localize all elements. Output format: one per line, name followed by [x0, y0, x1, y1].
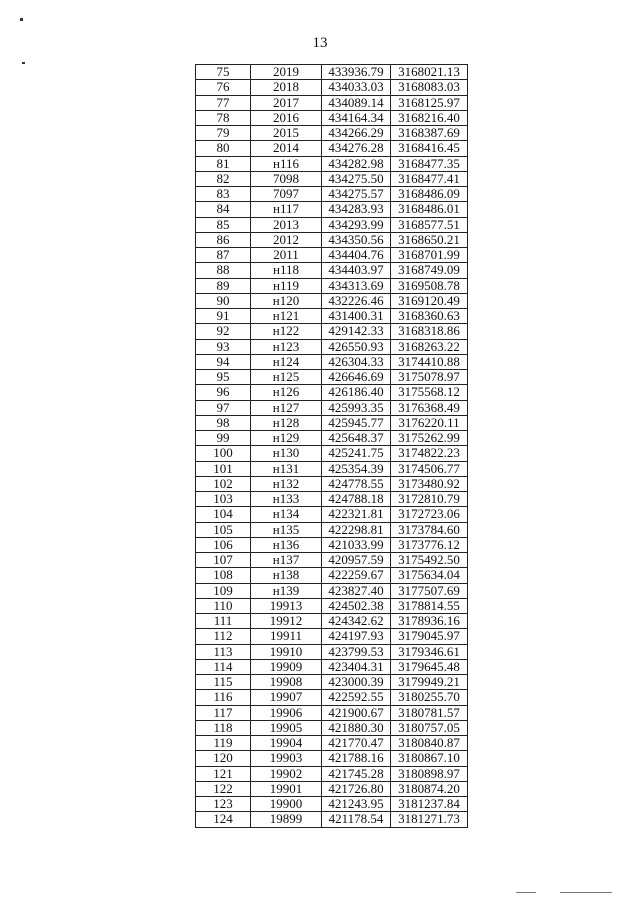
table-row: [196, 263, 468, 278]
x-coordinate-cell: 434164.34: [322, 110, 391, 125]
point-id-cell: 2014: [251, 141, 322, 156]
point-id-cell: 2012: [251, 232, 322, 247]
x-coordinate-cell: 434403.97: [322, 263, 391, 278]
point-id-cell: н129: [251, 431, 322, 446]
table-row: [196, 248, 468, 263]
x-coordinate-cell: 434266.29: [322, 126, 391, 141]
table-row: [196, 751, 468, 766]
point-number-cell: 118: [196, 720, 251, 735]
table-row: [196, 507, 468, 522]
x-coordinate-cell: 421178.54: [322, 812, 391, 827]
table-row: [196, 568, 468, 583]
scan-mark: [20, 18, 23, 21]
table-row: [196, 553, 468, 568]
point-id-cell: н134: [251, 507, 322, 522]
y-coordinate-cell: 3168021.13: [391, 65, 468, 80]
table-row: [196, 659, 468, 674]
y-coordinate-cell: 3168650.21: [391, 232, 468, 247]
point-id-cell: н125: [251, 370, 322, 385]
point-id-cell: н135: [251, 522, 322, 537]
y-coordinate-cell: 3178814.55: [391, 598, 468, 613]
table-row: [196, 187, 468, 202]
point-id-cell: 7097: [251, 187, 322, 202]
table-row: [196, 583, 468, 598]
x-coordinate-cell: 425945.77: [322, 415, 391, 430]
point-id-cell: 19904: [251, 736, 322, 751]
y-coordinate-cell: 3175634.04: [391, 568, 468, 583]
point-id-cell: 2016: [251, 110, 322, 125]
x-coordinate-cell: 421900.67: [322, 705, 391, 720]
point-number-cell: 76: [196, 80, 251, 95]
table-row: [196, 354, 468, 369]
point-number-cell: 92: [196, 324, 251, 339]
table-row: [196, 446, 468, 461]
table-row: [196, 736, 468, 751]
point-number-cell: 113: [196, 644, 251, 659]
x-coordinate-cell: 434276.28: [322, 141, 391, 156]
y-coordinate-cell: 3168577.51: [391, 217, 468, 232]
y-coordinate-cell: 3180781.57: [391, 705, 468, 720]
point-number-cell: 116: [196, 690, 251, 705]
point-id-cell: 2019: [251, 65, 322, 80]
x-coordinate-cell: 426186.40: [322, 385, 391, 400]
table-row: [196, 812, 468, 827]
x-coordinate-cell: 422259.67: [322, 568, 391, 583]
point-id-cell: н118: [251, 263, 322, 278]
point-id-cell: 2011: [251, 248, 322, 263]
y-coordinate-cell: 3180874.20: [391, 781, 468, 796]
table-row: [196, 324, 468, 339]
point-number-cell: 117: [196, 705, 251, 720]
point-number-cell: 81: [196, 156, 251, 171]
x-coordinate-cell: 426304.33: [322, 354, 391, 369]
point-number-cell: 114: [196, 659, 251, 674]
point-id-cell: 19902: [251, 766, 322, 781]
point-number-cell: 119: [196, 736, 251, 751]
table-row: [196, 720, 468, 735]
y-coordinate-cell: 3181271.73: [391, 812, 468, 827]
point-number-cell: 112: [196, 629, 251, 644]
x-coordinate-cell: 424778.55: [322, 476, 391, 491]
x-coordinate-cell: 421880.30: [322, 720, 391, 735]
point-id-cell: н124: [251, 354, 322, 369]
point-number-cell: 98: [196, 415, 251, 430]
table-row: [196, 797, 468, 812]
x-coordinate-cell: 423404.31: [322, 659, 391, 674]
point-number-cell: 87: [196, 248, 251, 263]
table-row: [196, 537, 468, 552]
y-coordinate-cell: 3173776.12: [391, 537, 468, 552]
x-coordinate-cell: 420957.59: [322, 553, 391, 568]
x-coordinate-cell: 423000.39: [322, 675, 391, 690]
x-coordinate-cell: 424197.93: [322, 629, 391, 644]
point-number-cell: 111: [196, 614, 251, 629]
point-id-cell: 7098: [251, 171, 322, 186]
point-number-cell: 121: [196, 766, 251, 781]
x-coordinate-cell: 434275.57: [322, 187, 391, 202]
point-number-cell: 102: [196, 476, 251, 491]
point-number-cell: 104: [196, 507, 251, 522]
point-number-cell: 91: [196, 309, 251, 324]
table-row: [196, 202, 468, 217]
page-number: 13: [312, 35, 328, 51]
point-id-cell: н137: [251, 553, 322, 568]
table-row: [196, 598, 468, 613]
point-number-cell: 79: [196, 126, 251, 141]
y-coordinate-cell: 3168416.45: [391, 141, 468, 156]
y-coordinate-cell: 3175262.99: [391, 431, 468, 446]
point-number-cell: 82: [196, 171, 251, 186]
table-row: [196, 232, 468, 247]
table-row: [196, 705, 468, 720]
x-coordinate-cell: 424342.62: [322, 614, 391, 629]
point-id-cell: н117: [251, 202, 322, 217]
x-coordinate-cell: 434282.98: [322, 156, 391, 171]
y-coordinate-cell: 3174410.88: [391, 354, 468, 369]
point-id-cell: 19906: [251, 705, 322, 720]
point-id-cell: н133: [251, 492, 322, 507]
y-coordinate-cell: 3168477.41: [391, 171, 468, 186]
x-coordinate-cell: 424502.38: [322, 598, 391, 613]
y-coordinate-cell: 3179045.97: [391, 629, 468, 644]
coordinates-table: [195, 64, 468, 828]
point-number-cell: 83: [196, 187, 251, 202]
point-id-cell: 19910: [251, 644, 322, 659]
point-number-cell: 115: [196, 675, 251, 690]
point-id-cell: 2017: [251, 95, 322, 110]
point-id-cell: 19909: [251, 659, 322, 674]
point-id-cell: н132: [251, 476, 322, 491]
x-coordinate-cell: 422298.81: [322, 522, 391, 537]
y-coordinate-cell: 3181237.84: [391, 797, 468, 812]
x-coordinate-cell: 423827.40: [322, 583, 391, 598]
y-coordinate-cell: 3177507.69: [391, 583, 468, 598]
y-coordinate-cell: 3168486.09: [391, 187, 468, 202]
point-number-cell: 99: [196, 431, 251, 446]
table-row: [196, 781, 468, 796]
point-id-cell: 19905: [251, 720, 322, 735]
y-coordinate-cell: 3175078.97: [391, 370, 468, 385]
point-number-cell: 93: [196, 339, 251, 354]
table-row: [196, 415, 468, 430]
point-number-cell: 103: [196, 492, 251, 507]
point-number-cell: 120: [196, 751, 251, 766]
x-coordinate-cell: 434033.03: [322, 80, 391, 95]
x-coordinate-cell: 426646.69: [322, 370, 391, 385]
y-coordinate-cell: 3168360.63: [391, 309, 468, 324]
x-coordinate-cell: 421770.47: [322, 736, 391, 751]
point-number-cell: 106: [196, 537, 251, 552]
table-row: [196, 492, 468, 507]
table-row: [196, 385, 468, 400]
point-number-cell: 86: [196, 232, 251, 247]
table-row: [196, 80, 468, 95]
point-id-cell: н120: [251, 293, 322, 308]
x-coordinate-cell: 432226.46: [322, 293, 391, 308]
y-coordinate-cell: 3175492.50: [391, 553, 468, 568]
point-number-cell: 108: [196, 568, 251, 583]
x-coordinate-cell: 434293.99: [322, 217, 391, 232]
y-coordinate-cell: 3168318.86: [391, 324, 468, 339]
table-row: [196, 171, 468, 186]
point-number-cell: 88: [196, 263, 251, 278]
point-id-cell: н121: [251, 309, 322, 324]
table-row: [196, 690, 468, 705]
point-number-cell: 110: [196, 598, 251, 613]
point-id-cell: 19911: [251, 629, 322, 644]
table-row: [196, 476, 468, 491]
y-coordinate-cell: 3168387.69: [391, 126, 468, 141]
y-coordinate-cell: 3180840.87: [391, 736, 468, 751]
point-number-cell: 107: [196, 553, 251, 568]
point-id-cell: н123: [251, 339, 322, 354]
x-coordinate-cell: 431400.31: [322, 309, 391, 324]
point-number-cell: 94: [196, 354, 251, 369]
y-coordinate-cell: 3179645.48: [391, 659, 468, 674]
y-coordinate-cell: 3178936.16: [391, 614, 468, 629]
y-coordinate-cell: 3180867.10: [391, 751, 468, 766]
point-number-cell: 105: [196, 522, 251, 537]
table-row: [196, 675, 468, 690]
point-id-cell: н126: [251, 385, 322, 400]
y-coordinate-cell: 3180757.05: [391, 720, 468, 735]
point-number-cell: 100: [196, 446, 251, 461]
x-coordinate-cell: 434404.76: [322, 248, 391, 263]
x-coordinate-cell: 426550.93: [322, 339, 391, 354]
x-coordinate-cell: 421033.99: [322, 537, 391, 552]
point-id-cell: 19908: [251, 675, 322, 690]
y-coordinate-cell: 3168263.22: [391, 339, 468, 354]
table-row: [196, 156, 468, 171]
table-row: [196, 431, 468, 446]
x-coordinate-cell: 433936.79: [322, 65, 391, 80]
y-coordinate-cell: 3172723.06: [391, 507, 468, 522]
y-coordinate-cell: 3174822.23: [391, 446, 468, 461]
y-coordinate-cell: 3172810.79: [391, 492, 468, 507]
table-row: [196, 400, 468, 415]
point-number-cell: 77: [196, 95, 251, 110]
point-id-cell: 2015: [251, 126, 322, 141]
table-row: [196, 95, 468, 110]
point-number-cell: 85: [196, 217, 251, 232]
footer-rule: [516, 892, 536, 893]
y-coordinate-cell: 3173480.92: [391, 476, 468, 491]
point-id-cell: н130: [251, 446, 322, 461]
x-coordinate-cell: 422592.55: [322, 690, 391, 705]
coordinates-table-body: [196, 65, 468, 828]
point-id-cell: н127: [251, 400, 322, 415]
point-id-cell: н138: [251, 568, 322, 583]
point-id-cell: 19899: [251, 812, 322, 827]
point-number-cell: 90: [196, 293, 251, 308]
point-number-cell: 80: [196, 141, 251, 156]
x-coordinate-cell: 425993.35: [322, 400, 391, 415]
x-coordinate-cell: 434313.69: [322, 278, 391, 293]
y-coordinate-cell: 3173784.60: [391, 522, 468, 537]
point-number-cell: 89: [196, 278, 251, 293]
table-row: [196, 309, 468, 324]
x-coordinate-cell: 434350.56: [322, 232, 391, 247]
table-row: [196, 614, 468, 629]
x-coordinate-cell: 423799.53: [322, 644, 391, 659]
x-coordinate-cell: 425354.39: [322, 461, 391, 476]
x-coordinate-cell: 434275.50: [322, 171, 391, 186]
y-coordinate-cell: 3174506.77: [391, 461, 468, 476]
y-coordinate-cell: 3168216.40: [391, 110, 468, 125]
point-id-cell: н122: [251, 324, 322, 339]
y-coordinate-cell: 3176220.11: [391, 415, 468, 430]
y-coordinate-cell: 3169120.49: [391, 293, 468, 308]
table-row: [196, 370, 468, 385]
footer-rule: [560, 892, 612, 893]
scan-mark: [22, 62, 25, 64]
y-coordinate-cell: 3168701.99: [391, 248, 468, 263]
x-coordinate-cell: 421726.80: [322, 781, 391, 796]
point-id-cell: 19913: [251, 598, 322, 613]
point-number-cell: 78: [196, 110, 251, 125]
table-row: [196, 217, 468, 232]
point-number-cell: 124: [196, 812, 251, 827]
y-coordinate-cell: 3176368.49: [391, 400, 468, 415]
x-coordinate-cell: 434089.14: [322, 95, 391, 110]
point-number-cell: 95: [196, 370, 251, 385]
y-coordinate-cell: 3179949.21: [391, 675, 468, 690]
table-row: [196, 278, 468, 293]
y-coordinate-cell: 3169508.78: [391, 278, 468, 293]
y-coordinate-cell: 3168083.03: [391, 80, 468, 95]
point-number-cell: 96: [196, 385, 251, 400]
point-id-cell: 19907: [251, 690, 322, 705]
point-number-cell: 101: [196, 461, 251, 476]
y-coordinate-cell: 3168486.01: [391, 202, 468, 217]
point-id-cell: 19903: [251, 751, 322, 766]
table-row: [196, 293, 468, 308]
point-id-cell: н139: [251, 583, 322, 598]
table-row: [196, 644, 468, 659]
x-coordinate-cell: 434283.93: [322, 202, 391, 217]
x-coordinate-cell: 425241.75: [322, 446, 391, 461]
x-coordinate-cell: 421745.28: [322, 766, 391, 781]
table-row: [196, 126, 468, 141]
y-coordinate-cell: 3180255.70: [391, 690, 468, 705]
y-coordinate-cell: 3180898.97: [391, 766, 468, 781]
y-coordinate-cell: 3179346.61: [391, 644, 468, 659]
x-coordinate-cell: 421243.95: [322, 797, 391, 812]
table-row: [196, 339, 468, 354]
point-id-cell: 19912: [251, 614, 322, 629]
x-coordinate-cell: 424788.18: [322, 492, 391, 507]
table-row: [196, 766, 468, 781]
table-row: [196, 65, 468, 80]
point-number-cell: 75: [196, 65, 251, 80]
point-id-cell: 2018: [251, 80, 322, 95]
point-id-cell: н116: [251, 156, 322, 171]
table-row: [196, 141, 468, 156]
table-row: [196, 110, 468, 125]
y-coordinate-cell: 3175568.12: [391, 385, 468, 400]
y-coordinate-cell: 3168125.97: [391, 95, 468, 110]
point-number-cell: 123: [196, 797, 251, 812]
y-coordinate-cell: 3168749.09: [391, 263, 468, 278]
point-id-cell: н136: [251, 537, 322, 552]
point-id-cell: н128: [251, 415, 322, 430]
point-number-cell: 122: [196, 781, 251, 796]
x-coordinate-cell: 429142.33: [322, 324, 391, 339]
x-coordinate-cell: 422321.81: [322, 507, 391, 522]
point-id-cell: н131: [251, 461, 322, 476]
point-id-cell: 19901: [251, 781, 322, 796]
point-number-cell: 109: [196, 583, 251, 598]
point-number-cell: 97: [196, 400, 251, 415]
point-id-cell: н119: [251, 278, 322, 293]
x-coordinate-cell: 425648.37: [322, 431, 391, 446]
table-row: [196, 522, 468, 537]
y-coordinate-cell: 3168477.35: [391, 156, 468, 171]
point-number-cell: 84: [196, 202, 251, 217]
table-row: [196, 461, 468, 476]
point-id-cell: 19900: [251, 797, 322, 812]
table-row: [196, 629, 468, 644]
point-id-cell: 2013: [251, 217, 322, 232]
x-coordinate-cell: 421788.16: [322, 751, 391, 766]
